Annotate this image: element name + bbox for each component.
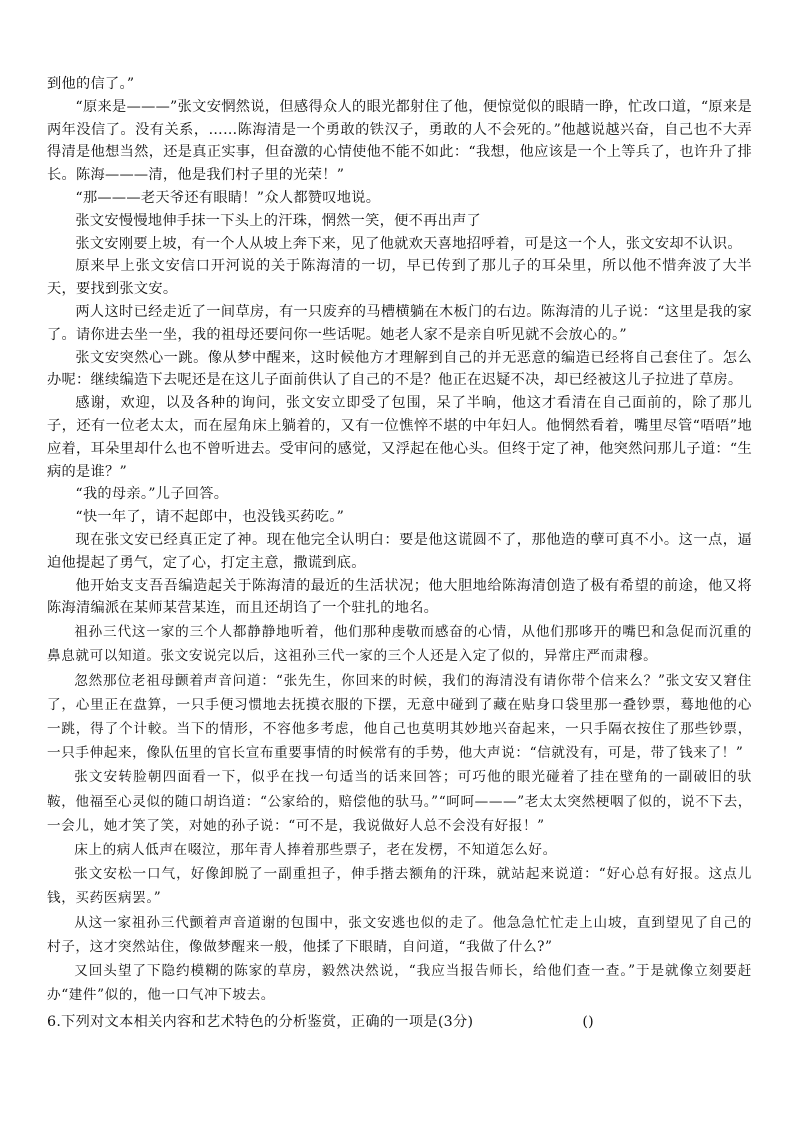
document-page bbox=[47, 73, 752, 1034]
question-6 bbox=[47, 1011, 752, 1034]
answer-slot: () bbox=[582, 1014, 594, 1031]
paragraph-14: 祖孙三代这一家的三个人都静静地听着，他们那种虔敬而感奋的心情，从他们那哆开的嘴巴和急促而沉重的鼻息就可以知道。张文安说完以后，这祖孙三代一家的三个人还是入定了似的，异常庄严而肃穆。 bbox=[47, 624, 752, 665]
paragraph-4: 张文安慢慢地伸手抹一下头上的汗珠，惘然一笑，便不再出声了 bbox=[75, 212, 482, 229]
paragraph-12: 现在张文安已经真正定了神。现在他完全认明白：要是他这谎圆不了，那他造的孽可真不小。这一点，逼迫他提起了勇气，定了心，打定主意，撒谎到底。 bbox=[47, 531, 752, 571]
paragraph-17: 床上的病人低声在啜泣，那年青人捧着那些票子，老在发楞，不知道怎么好。 bbox=[74, 841, 557, 858]
question-stem: 6.下列对文本相关内容和艺术特色的分析鉴赏，正确的一项是(3分) bbox=[47, 1014, 474, 1031]
paragraph-18: 张文安松一口气，好像卸脱了一副重担子，伸手揩去额角的汗珠，就站起来说道：“好心总有好报。这点儿钱，买药医病罢。” bbox=[47, 866, 752, 907]
paragraph-15: 忽然那位老祖母颤着声音问道：“张先生，你回来的时候，我们的海清没有请你带个信来么？”张文安又窘住了，心里正在盘算，一只手便习惯地去抚摸衣服的下摆，无意中碰到了藏在贴身口袋里那一叠钞票，蓦地他的心一跳，得了个计較。当下的情形，不容他多考虑，他自己也莫明其妙地兴奋起来，一只手隔衣按住了那些钞票，一只手伸起来，像队伍里的官长宣布重要事情的时候常有的手势，他大声说：“信就没有，可是，带了钱来了！” bbox=[47, 672, 752, 762]
paragraph-7: 两人这时已经走近了一间草房，有一只废弃的马槽横躺在木板门的右边。陈海清的儿子说：“这里是我的家了。请你进去坐一坐，我的祖母还要问你一些话呢。她老人家不是亲自听见就不会放心的。” bbox=[47, 303, 752, 343]
paragraph-11: “快一年了，请不起郎中，也没钱买药吃。” bbox=[75, 509, 345, 526]
paragraph-9: 感谢，欢迎，以及各种的询问，张文安立即受了包围，呆了半晌，他这才看清在自己面前的，除了那儿子，还有一位老太太，而在屋角床上躺着的，又有一位憔悴不堪的中年妇人。他惘然看着，嘴里尽管“唔唔”地应着，耳朵里却什么也不曾听进去。受审问的感觉，又浮起在他心头。但终于定了神，他突然问那儿子道：“生病的是谁？” bbox=[47, 395, 752, 480]
paragraph-5: 张文安刚要上坡，有一个人从坡上奔下来，见了他就欢天喜地招呼着，可是这一个人，张文安却不认识。 bbox=[75, 235, 742, 252]
paragraph-2: “原来是———”张文安惘然说，但感得众人的眼光都射住了他，便惊觉似的眼睛一睁，忙改口道，“原来是两年没信了。没有关系，……陈海清是一个勇敢的铁汉子，勇敢的人不会死的。”他越说越兴奋，自己也不大弄得清是他想当然，还是真正实事，但奋激的心情使他不能不如此：“我想，他应该是一个上等兵了，也许升了排长。陈海———清，他是我们村子里的光荣！” bbox=[47, 98, 752, 184]
paragraph-13: 他开始支支吾吾编造起关于陈海清的最近的生活状况；他大胆地给陈海清创造了极有希望的前途，他又将陈海清编派在某师某营某连，而且还胡诌了一个驻扎的地名。 bbox=[47, 577, 752, 617]
paragraph-3: “那———老天爷还有眼睛！”众人都赞叹地说。 bbox=[75, 189, 381, 206]
paragraph-19: 从这一家祖孙三代颤着声音道谢的包围中，张文安逃也似的走了。他急急忙忙走上山坡，直到望见了自己的村子，这才突然站住，像做梦醒来一般，他揉了下眼睛，自问道，“我做了什么?” bbox=[47, 914, 752, 955]
paragraph-10: “我的母亲。”儿子回答。 bbox=[75, 486, 229, 503]
paragraph-6: 原来早上张文安信口开河说的关于陈海清的一切，早已传到了那儿子的耳朵里，所以他不惜奔波了大半天，要找到张文安。 bbox=[47, 258, 752, 298]
paragraph-20: 又回头望了下隐约模糊的陈家的草房，毅然决然说，“我应当报告师长，给他们查一查。”于是就像立刻要赶办“建件”似的，他一口气冲下坡去。 bbox=[47, 962, 752, 1004]
paragraph-1: 到他的信了。” bbox=[47, 76, 135, 92]
paragraph-8: 张文安突然心一跳。像从梦中醒来，这时候他方才理解到自己的并无恶意的编造已经将自己套住了。怎么办呢：继续编造下去呢还是在这儿子面前供认了自己的不是？他正在迟疑不决，却已经被这儿子拉进了草房。 bbox=[47, 349, 752, 389]
paragraph-16: 张文安转脸朝四面看一下，似乎在找一句适当的话来回答；可巧他的眼光碰着了挂在壁角的一副破旧的驮鞍，他福至心灵似的随口胡诌道：“公家给的，赔偿他的驮马。”“呵呵———”老太太突然梗咽了似的，说不下去，一会儿，她才笑了笑，对她的孙子说：“可不是，我说做好人总不会没有好报！” bbox=[47, 769, 752, 834]
